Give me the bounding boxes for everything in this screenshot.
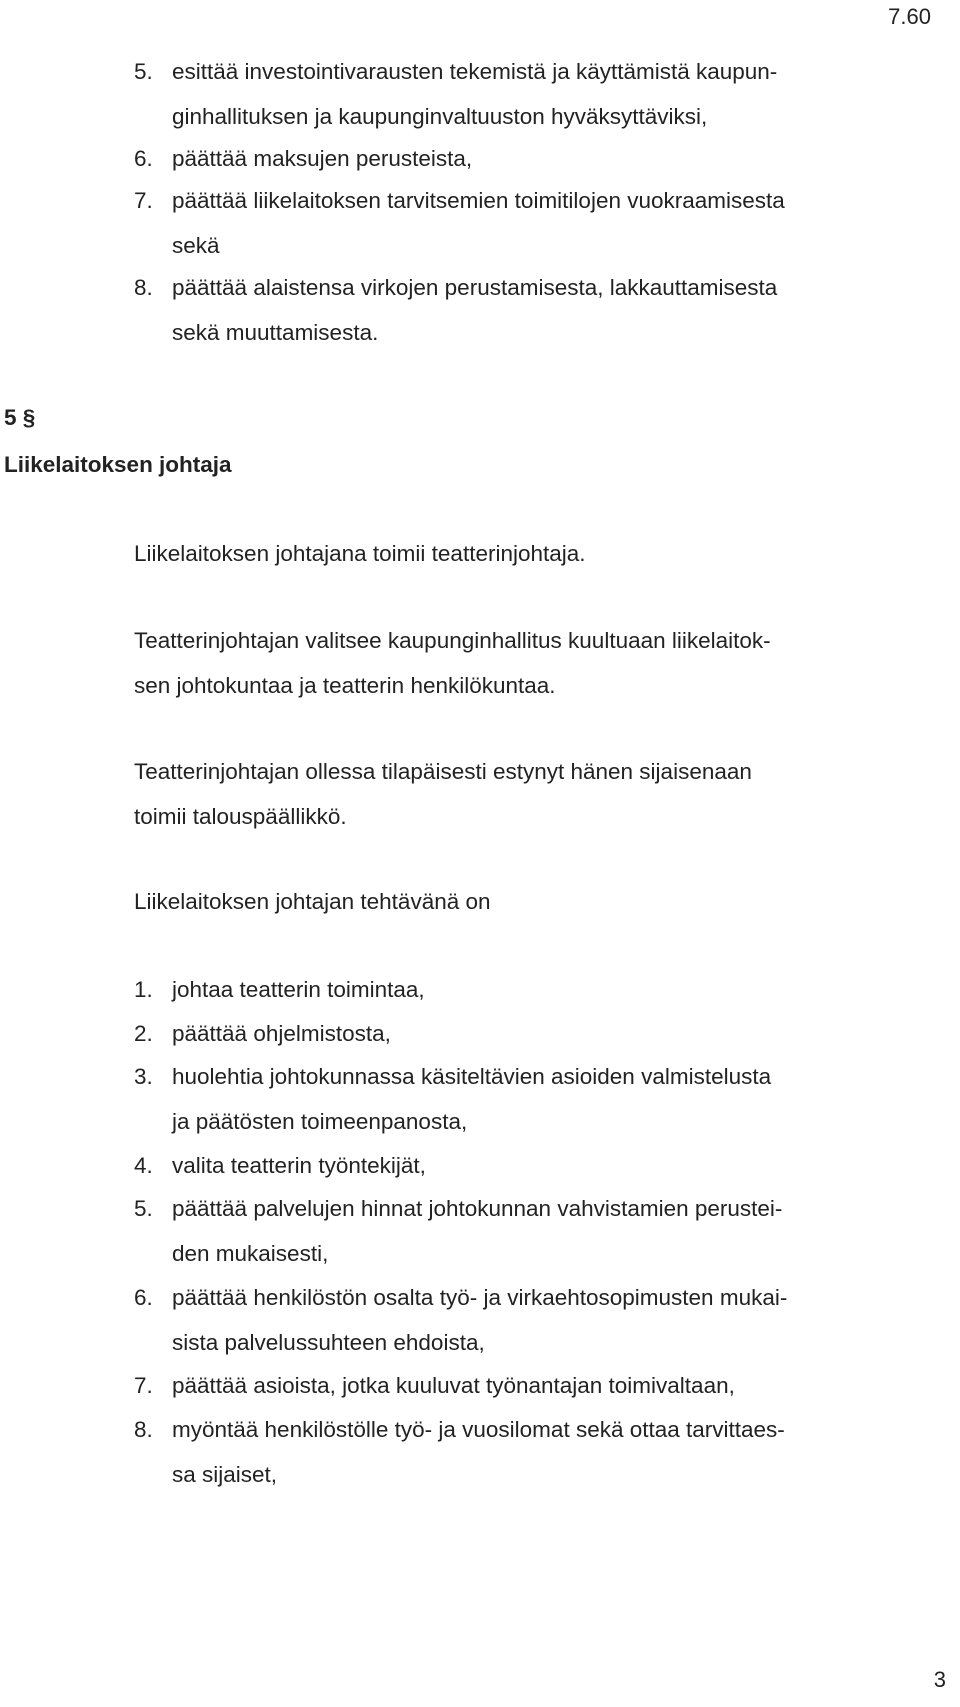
list-item-text: ginhallituksen ja kaupunginvaltuuston hyväksyttäviksi, xyxy=(172,104,708,129)
list-item-text: sista palvelussuhteen ehdoista, xyxy=(172,1329,485,1355)
list-item-text: sekä xyxy=(172,233,220,258)
list-item-number: 6. xyxy=(134,1284,153,1310)
list-item-number: 7. xyxy=(134,1373,153,1398)
list-item-number: 4. xyxy=(134,1152,153,1178)
list-item-text: sa sijaiset, xyxy=(172,1461,278,1487)
list-item-text: esittää investointivarausten tekemistä ja käyttämistä kaupun- xyxy=(172,59,778,84)
list-item-number: 2. xyxy=(134,1020,153,1046)
paragraph-line: Liikelaitoksen johtajana toimii teatterinjohtaja. xyxy=(134,541,586,566)
list-item-number: 3. xyxy=(134,1064,153,1089)
list-item-number: 1. xyxy=(134,977,153,1002)
list-item-text: päättää liikelaitoksen tarvitsemien toimitilojen vuokraamisesta xyxy=(172,188,785,213)
list-item-number: 8. xyxy=(134,1416,153,1442)
list-item-text: päättää henkilöstön osalta työ- ja virkaehtosopimusten mukai- xyxy=(172,1284,788,1310)
list-item-number: 8. xyxy=(134,275,153,300)
paragraph-line: Teatterinjohtajan ollessa tilapäisesti estynyt hänen sijaisenaan xyxy=(134,759,752,784)
list-item-text: päättää asioista, jotka kuuluvat työnantajan toimivaltaan, xyxy=(172,1373,735,1398)
list-item-number: 5. xyxy=(134,59,153,84)
page-reference: 7.60 xyxy=(888,4,931,29)
list-item-text: sekä muuttamisesta. xyxy=(172,320,379,345)
list-item-text: huolehtia johtokunnassa käsiteltävien asioiden valmistelusta xyxy=(172,1064,772,1089)
paragraph-line: Teatterinjohtajan valitsee kaupunginhallitus kuultuaan liikelaitok- xyxy=(134,628,771,653)
list-item-text: johtaa teatterin toimintaa, xyxy=(172,977,425,1002)
list-item-text: myöntää henkilöstölle työ- ja vuosilomat sekä ottaa tarvittaes- xyxy=(172,1416,785,1442)
list-item-number: 6. xyxy=(134,146,153,171)
paragraph-line: toimii talouspäällikkö. xyxy=(134,804,347,829)
list-item-text: valita teatterin työntekijät, xyxy=(172,1152,426,1178)
list-item-text: päättää maksujen perusteista, xyxy=(172,146,473,171)
list-item-number: 5. xyxy=(134,1196,153,1221)
paragraph-line: Liikelaitoksen johtajan tehtävänä on xyxy=(134,889,491,914)
list-item-text: päättää palvelujen hinnat johtokunnan vahvistamien perustei- xyxy=(172,1196,783,1221)
list-item-text: den mukaisesti, xyxy=(172,1241,329,1266)
list-item-text: päättää ohjelmistosta, xyxy=(172,1020,391,1046)
page-number: 3 xyxy=(933,1667,946,1692)
paragraph-line: sen johtokuntaa ja teatterin henkilökuntaa. xyxy=(134,673,556,698)
section-number: 5 § xyxy=(4,405,36,430)
section-title: Liikelaitoksen johtaja xyxy=(4,452,232,477)
list-item-number: 7. xyxy=(134,188,153,213)
list-item-text: ja päätösten toimeenpanosta, xyxy=(172,1109,468,1134)
list-item-text: päättää alaistensa virkojen perustamisesta, lakkauttamisesta xyxy=(172,275,778,300)
